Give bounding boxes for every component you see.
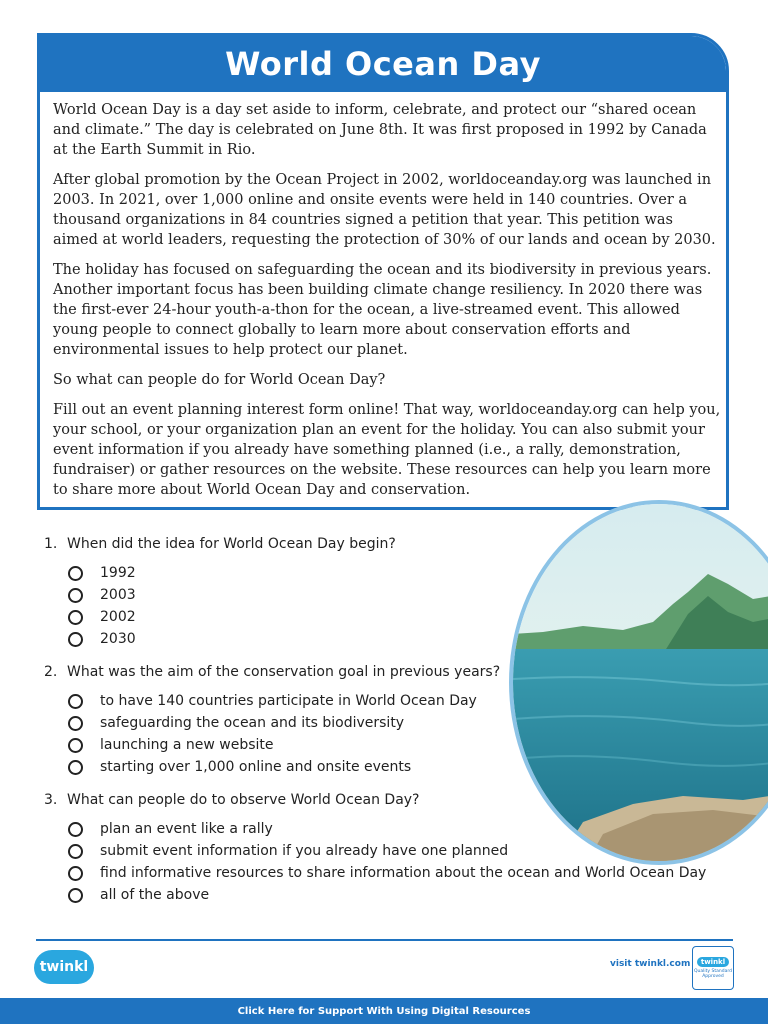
option-label: plan an event like a rally bbox=[100, 821, 273, 837]
answer-option[interactable] bbox=[68, 690, 734, 712]
visit-link[interactable]: visit twinkl.com bbox=[610, 959, 691, 969]
radio-button-icon[interactable] bbox=[68, 844, 83, 859]
option-label: submit event information if you already have one planned bbox=[100, 843, 509, 859]
radio-button-icon[interactable] bbox=[68, 760, 83, 775]
radio-button-icon[interactable] bbox=[68, 632, 83, 647]
reading-passage-box bbox=[37, 33, 729, 510]
answer-option[interactable] bbox=[68, 606, 734, 628]
title-bar bbox=[40, 36, 726, 92]
radio-button-icon[interactable] bbox=[68, 738, 83, 753]
question-stem bbox=[44, 664, 734, 680]
option-label: 1992 bbox=[100, 565, 136, 581]
twinkl-logo[interactable] bbox=[34, 950, 94, 984]
radio-button-icon[interactable] bbox=[68, 716, 83, 731]
answer-option[interactable] bbox=[68, 884, 734, 906]
answer-option[interactable] bbox=[68, 584, 734, 606]
radio-button-icon[interactable] bbox=[68, 822, 83, 837]
radio-button-icon[interactable] bbox=[68, 866, 83, 881]
radio-button-icon[interactable] bbox=[68, 694, 83, 709]
option-label: 2030 bbox=[100, 631, 136, 647]
question-number: 1. bbox=[44, 536, 58, 552]
passage-text bbox=[53, 100, 721, 510]
passage-paragraph: Fill out an event planning interest form online! That way, worldoceanday.org can help you, your school, or your organization plan an event for the holiday. You can also submit your event information if you already have something planned (i.e., a rally, demonstration, fundraiser) or gather resources on the website. These resources can help you learn more to share more about World Ocean Day and conservation. bbox=[53, 402, 721, 498]
support-link[interactable]: Click Here for Support With Using Digital Resources bbox=[237, 1005, 531, 1017]
radio-button-icon[interactable] bbox=[68, 588, 83, 603]
question-1 bbox=[44, 536, 734, 650]
badge-text: Quality Standard Approved bbox=[694, 969, 732, 979]
answer-option[interactable] bbox=[68, 562, 734, 584]
answer-option[interactable] bbox=[68, 756, 734, 778]
answer-option[interactable] bbox=[68, 862, 734, 884]
option-label: 2003 bbox=[100, 587, 136, 603]
question-3 bbox=[44, 792, 734, 906]
option-label: starting over 1,000 online and onsite events bbox=[100, 759, 412, 775]
question-list bbox=[44, 536, 734, 920]
question-stem bbox=[44, 792, 734, 808]
answer-option[interactable] bbox=[68, 734, 734, 756]
radio-button-icon[interactable] bbox=[68, 888, 83, 903]
question-stem bbox=[44, 536, 734, 552]
passage-paragraph: World Ocean Day is a day set aside to inform, celebrate, and protect our “shared ocean and climate.” The day is celebrated on June 8th. It was first proposed in 1992 by Canada at the Earth Summit in Rio. bbox=[53, 102, 707, 158]
question-number: 3. bbox=[44, 792, 58, 808]
radio-button-icon[interactable] bbox=[68, 610, 83, 625]
answer-option[interactable] bbox=[68, 712, 734, 734]
footer-divider bbox=[36, 939, 733, 941]
question-text: What was the aim of the conservation goal in previous years? bbox=[67, 664, 501, 680]
answer-option[interactable] bbox=[68, 818, 734, 840]
page-title: World Ocean Day bbox=[225, 45, 541, 83]
question-text: What can people do to observe World Ocean Day? bbox=[67, 792, 420, 808]
radio-button-icon[interactable] bbox=[68, 566, 83, 581]
option-label: launching a new website bbox=[100, 737, 274, 753]
answer-option[interactable] bbox=[68, 628, 734, 650]
answer-option[interactable] bbox=[68, 840, 734, 862]
option-label: safeguarding the ocean and its biodiversity bbox=[100, 715, 405, 731]
option-label: find informative resources to share information about the ocean and World Ocean Day bbox=[100, 865, 707, 881]
question-2 bbox=[44, 664, 734, 778]
passage-paragraph: After global promotion by the Ocean Project in 2002, worldoceanday.org was launched in 2003. In 2021, over 1,000 online and onsite events were held in 140 countries. Over a thousand organizations in 84 countries signed a petition that year. This petition was aimed at world leaders, requesting the protection of 30% of our lands and ocean by 2030. bbox=[53, 172, 716, 248]
badge-logo: twinkl bbox=[697, 957, 729, 967]
passage-paragraph: So what can people do for World Ocean Day? bbox=[53, 372, 386, 388]
option-label: all of the above bbox=[100, 887, 210, 903]
option-label: to have 140 countries participate in World Ocean Day bbox=[100, 693, 477, 709]
support-bar bbox=[0, 998, 768, 1024]
logo-text: twinkl bbox=[39, 959, 89, 975]
option-label: 2002 bbox=[100, 609, 136, 625]
question-number: 2. bbox=[44, 664, 58, 680]
quality-badge-icon bbox=[692, 946, 734, 990]
question-text: When did the idea for World Ocean Day begin? bbox=[67, 536, 396, 552]
passage-paragraph: The holiday has focused on safeguarding the ocean and its biodiversity in previous years. Another important focus has been building climate change resiliency. In 2020 there was the first-ever 24-hour youth-a-thon for the ocean, a live-streamed event. This allowed young people to connect globally to learn more about conservation efforts and environmental issues to help protect our planet. bbox=[53, 262, 712, 358]
